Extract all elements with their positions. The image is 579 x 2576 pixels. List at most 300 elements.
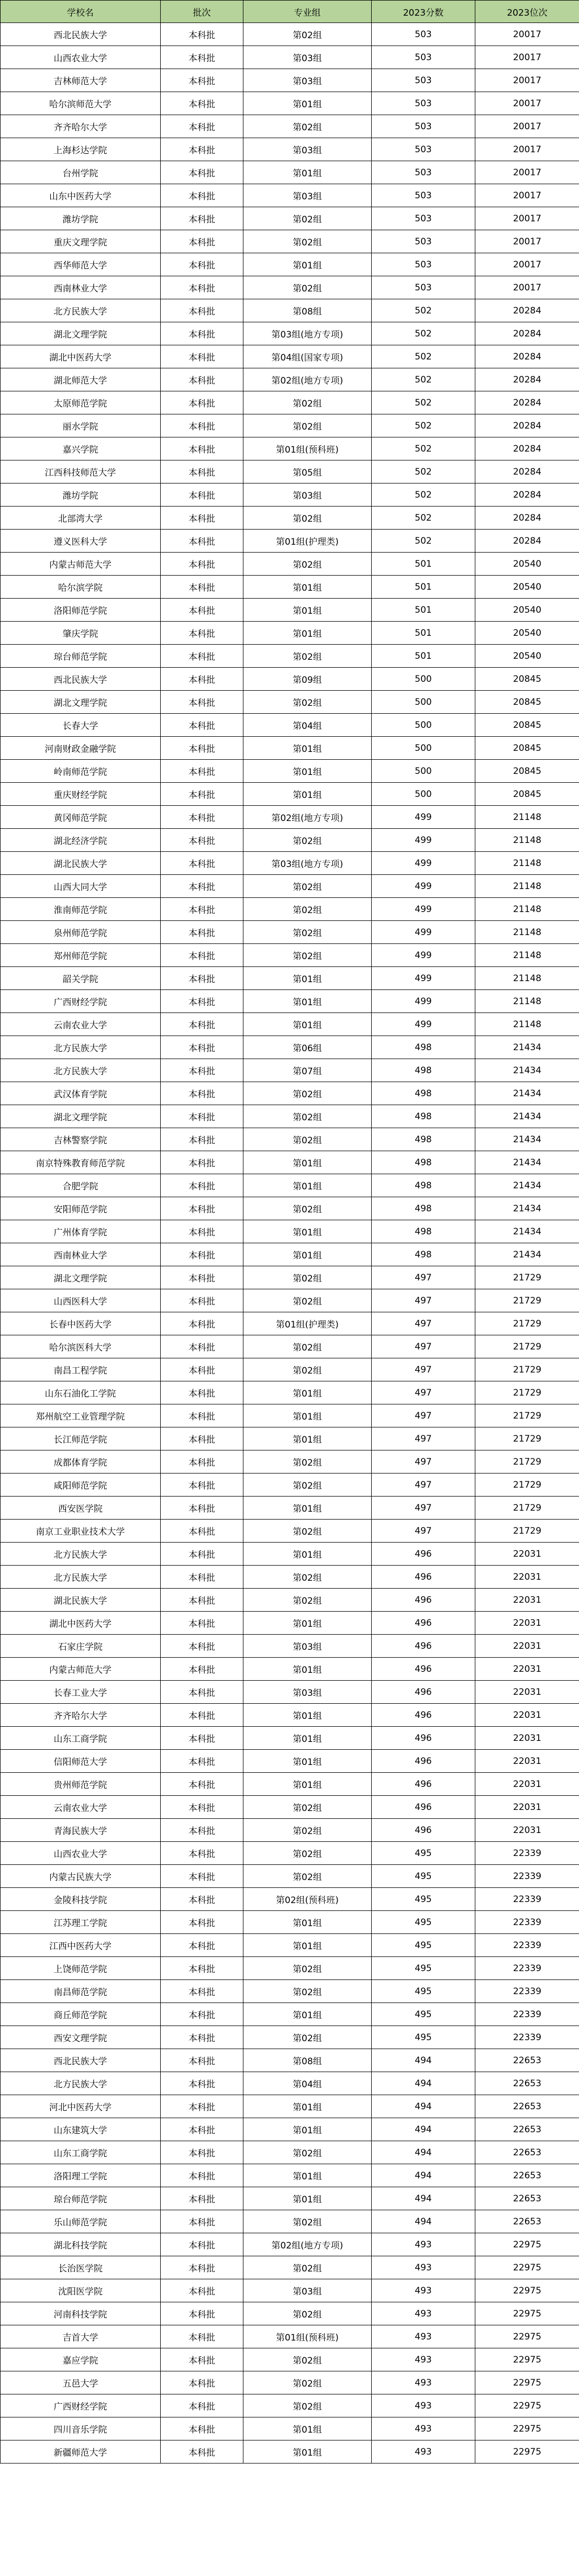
rank-cell: 20845 [475, 783, 579, 806]
school-name-cell: 湖北经济学院 [1, 829, 161, 852]
school-name-cell: 肇庆学院 [1, 622, 161, 645]
batch-cell: 本科批 [161, 2049, 243, 2072]
table-row [1, 2118, 579, 2141]
major-group-cell: 第01组 [243, 1750, 372, 1773]
score-cell: 498 [372, 1105, 475, 1128]
major-group-cell: 第02组 [243, 2026, 372, 2049]
score-cell: 496 [372, 1658, 475, 1681]
rank-cell: 21434 [475, 1105, 579, 1128]
batch-cell: 本科批 [161, 2394, 243, 2417]
table-row [1, 1750, 579, 1773]
major-group-cell: 第01组(护理类) [243, 530, 372, 553]
major-group-cell: 第02组(预科班) [243, 1888, 372, 1911]
score-cell: 496 [372, 1589, 475, 1612]
header-rank-2023: 2023位次 [475, 1, 579, 23]
score-cell: 502 [372, 414, 475, 437]
table-row [1, 2187, 579, 2210]
rank-cell: 22975 [475, 2256, 579, 2279]
score-cell: 495 [372, 1980, 475, 2003]
rank-cell: 20845 [475, 760, 579, 783]
score-cell: 498 [372, 1059, 475, 1082]
table-row [1, 1473, 579, 1497]
school-name-cell: 湖北文理学院 [1, 691, 161, 714]
table-row [1, 1566, 579, 1589]
major-group-cell: 第01组 [243, 2417, 372, 2440]
score-cell: 494 [372, 2141, 475, 2164]
batch-cell: 本科批 [161, 622, 243, 645]
major-group-cell: 第01组 [243, 2095, 372, 2118]
school-name-cell: 湖北中医药大学 [1, 345, 161, 368]
school-name-cell: 西北民族大学 [1, 2049, 161, 2072]
school-name-cell: 南昌师范学院 [1, 1980, 161, 2003]
school-name-cell: 嘉应学院 [1, 2348, 161, 2371]
major-group-cell: 第02组 [243, 2302, 372, 2325]
major-group-cell: 第02组 [243, 691, 372, 714]
rank-cell: 21729 [475, 1381, 579, 1404]
table-row [1, 1358, 579, 1381]
batch-cell: 本科批 [161, 1704, 243, 1727]
batch-cell: 本科批 [161, 783, 243, 806]
table-row [1, 299, 579, 322]
school-name-cell: 北部湾大学 [1, 507, 161, 530]
batch-cell: 本科批 [161, 2003, 243, 2026]
rank-cell: 21729 [475, 1335, 579, 1358]
score-cell: 493 [372, 2302, 475, 2325]
batch-cell: 本科批 [161, 299, 243, 322]
table-row [1, 1105, 579, 1128]
score-cell: 501 [372, 599, 475, 622]
major-group-cell: 第02组 [243, 1980, 372, 2003]
score-cell: 497 [372, 1497, 475, 1520]
table-row [1, 1243, 579, 1266]
table-row [1, 1773, 579, 1796]
batch-cell: 本科批 [161, 1312, 243, 1335]
score-cell: 503 [372, 161, 475, 184]
batch-cell: 本科批 [161, 1612, 243, 1635]
major-group-cell: 第01组 [243, 737, 372, 760]
score-cell: 496 [372, 1727, 475, 1750]
batch-cell: 本科批 [161, 92, 243, 115]
major-group-cell: 第01组 [243, 1381, 372, 1404]
rank-cell: 22339 [475, 1865, 579, 1888]
rank-cell: 22031 [475, 1612, 579, 1635]
major-group-cell: 第01组 [243, 760, 372, 783]
score-cell: 497 [372, 1358, 475, 1381]
batch-cell: 本科批 [161, 668, 243, 691]
school-name-cell: 重庆文理学院 [1, 230, 161, 253]
rank-cell: 20845 [475, 714, 579, 737]
batch-cell: 本科批 [161, 1681, 243, 1704]
score-cell: 494 [372, 2187, 475, 2210]
table-row [1, 1543, 579, 1566]
major-group-cell: 第04组 [243, 2072, 372, 2095]
table-row [1, 944, 579, 967]
table-row [1, 2026, 579, 2049]
rank-cell: 22031 [475, 1727, 579, 1750]
score-cell: 502 [372, 507, 475, 530]
school-name-cell: 吉林警察学院 [1, 1128, 161, 1151]
school-name-cell: 武汉体育学院 [1, 1082, 161, 1105]
school-name-cell: 五邑大学 [1, 2371, 161, 2394]
table-row [1, 1842, 579, 1865]
rank-cell: 22653 [475, 2210, 579, 2233]
major-group-cell: 第02组 [243, 944, 372, 967]
school-name-cell: 吉林师范大学 [1, 69, 161, 92]
rank-cell: 20540 [475, 645, 579, 668]
rank-cell: 22031 [475, 1681, 579, 1704]
major-group-cell: 第02组 [243, 1796, 372, 1819]
major-group-cell: 第03组 [243, 2279, 372, 2302]
rank-cell: 22653 [475, 2072, 579, 2095]
major-group-cell: 第01组 [243, 92, 372, 115]
batch-cell: 本科批 [161, 1358, 243, 1381]
table-row [1, 2279, 579, 2302]
score-cell: 498 [372, 1174, 475, 1197]
school-name-cell: 内蒙古师范大学 [1, 1658, 161, 1681]
batch-cell: 本科批 [161, 2417, 243, 2440]
rank-cell: 22339 [475, 1957, 579, 1980]
score-cell: 502 [372, 437, 475, 460]
major-group-cell: 第02组 [243, 1819, 372, 1842]
school-name-cell: 重庆财经学院 [1, 783, 161, 806]
major-group-cell: 第02组 [243, 23, 372, 46]
rank-cell: 21148 [475, 829, 579, 852]
table-row [1, 990, 579, 1013]
rank-cell: 21729 [475, 1358, 579, 1381]
score-cell: 500 [372, 668, 475, 691]
table-row [1, 2417, 579, 2440]
score-cell: 495 [372, 1911, 475, 1934]
school-name-cell: 齐齐哈尔大学 [1, 115, 161, 138]
batch-cell: 本科批 [161, 2302, 243, 2325]
table-header [1, 1, 579, 23]
table-row [1, 1980, 579, 2003]
batch-cell: 本科批 [161, 115, 243, 138]
score-cell: 502 [372, 299, 475, 322]
rank-cell: 22031 [475, 1796, 579, 1819]
rank-cell: 20284 [475, 299, 579, 322]
batch-cell: 本科批 [161, 2371, 243, 2394]
table-row [1, 276, 579, 299]
rank-cell: 22339 [475, 1934, 579, 1957]
major-group-cell: 第02组 [243, 507, 372, 530]
school-name-cell: 湖北师范大学 [1, 368, 161, 391]
school-name-cell: 南昌工程学院 [1, 1358, 161, 1381]
rank-cell: 22653 [475, 2049, 579, 2072]
score-cell: 493 [372, 2279, 475, 2302]
table-row [1, 783, 579, 806]
major-group-cell: 第02组 [243, 1450, 372, 1473]
major-group-cell: 第01组 [243, 1427, 372, 1450]
school-name-cell: 河南科技学院 [1, 2302, 161, 2325]
batch-cell: 本科批 [161, 1059, 243, 1082]
score-cell: 501 [372, 576, 475, 599]
table-row [1, 161, 579, 184]
major-group-cell: 第02组 [243, 1335, 372, 1358]
table-row [1, 345, 579, 368]
school-name-cell: 北方民族大学 [1, 1036, 161, 1059]
school-name-cell: 山东中医药大学 [1, 184, 161, 207]
major-group-cell: 第02组 [243, 1957, 372, 1980]
rank-cell: 22975 [475, 2371, 579, 2394]
batch-cell: 本科批 [161, 230, 243, 253]
major-group-cell: 第01组 [243, 599, 372, 622]
school-name-cell: 台州学院 [1, 161, 161, 184]
rank-cell: 20540 [475, 553, 579, 576]
school-name-cell: 西南林业大学 [1, 1243, 161, 1266]
school-name-cell: 广西财经学院 [1, 990, 161, 1013]
major-group-cell: 第02组 [243, 2256, 372, 2279]
score-cell: 498 [372, 1197, 475, 1220]
rank-cell: 20284 [475, 437, 579, 460]
major-group-cell: 第01组 [243, 2187, 372, 2210]
batch-cell: 本科批 [161, 806, 243, 829]
rank-cell: 20540 [475, 622, 579, 645]
school-name-cell: 哈尔滨医科大学 [1, 1335, 161, 1358]
batch-cell: 本科批 [161, 1566, 243, 1589]
major-group-cell: 第02组 [243, 898, 372, 921]
table-row [1, 115, 579, 138]
score-cell: 503 [372, 46, 475, 69]
school-name-cell: 河南财政金融学院 [1, 737, 161, 760]
rank-cell: 22975 [475, 2440, 579, 2463]
table-row [1, 645, 579, 668]
batch-cell: 本科批 [161, 2072, 243, 2095]
batch-cell: 本科批 [161, 1105, 243, 1128]
rank-cell: 22031 [475, 1543, 579, 1566]
batch-cell: 本科批 [161, 760, 243, 783]
table-row [1, 875, 579, 898]
score-cell: 499 [372, 944, 475, 967]
school-name-cell: 齐齐哈尔大学 [1, 1704, 161, 1727]
score-cell: 493 [372, 2256, 475, 2279]
major-group-cell: 第04组 [243, 714, 372, 737]
batch-cell: 本科批 [161, 207, 243, 230]
major-group-cell: 第01组 [243, 1658, 372, 1681]
rank-cell: 21729 [475, 1312, 579, 1335]
score-cell: 501 [372, 645, 475, 668]
major-group-cell: 第02组 [243, 829, 372, 852]
score-cell: 503 [372, 230, 475, 253]
rank-cell: 22339 [475, 1980, 579, 2003]
batch-cell: 本科批 [161, 161, 243, 184]
score-cell: 499 [372, 898, 475, 921]
rank-cell: 22031 [475, 1589, 579, 1612]
school-name-cell: 长春大学 [1, 714, 161, 737]
major-group-cell: 第01组 [243, 1704, 372, 1727]
rank-cell: 21434 [475, 1243, 579, 1266]
batch-cell: 本科批 [161, 2325, 243, 2348]
rank-cell: 21148 [475, 875, 579, 898]
major-group-cell: 第01组 [243, 990, 372, 1013]
major-group-cell: 第03组(地方专项) [243, 322, 372, 345]
batch-cell: 本科批 [161, 2210, 243, 2233]
table-row [1, 1635, 579, 1658]
major-group-cell: 第01组 [243, 253, 372, 276]
major-group-cell: 第01组 [243, 1404, 372, 1427]
score-cell: 493 [372, 2394, 475, 2417]
score-cell: 497 [372, 1450, 475, 1473]
score-cell: 495 [372, 1957, 475, 1980]
major-group-cell: 第06组 [243, 1036, 372, 1059]
table-row [1, 92, 579, 115]
batch-cell: 本科批 [161, 1197, 243, 1220]
batch-cell: 本科批 [161, 1497, 243, 1520]
table-row [1, 852, 579, 875]
major-group-cell: 第08组 [243, 299, 372, 322]
major-group-cell: 第08组 [243, 2049, 372, 2072]
school-name-cell: 西北民族大学 [1, 23, 161, 46]
table-row [1, 1335, 579, 1358]
score-cell: 499 [372, 990, 475, 1013]
rank-cell: 21148 [475, 967, 579, 990]
batch-cell: 本科批 [161, 990, 243, 1013]
major-group-cell: 第01组 [243, 2003, 372, 2026]
score-cell: 503 [372, 92, 475, 115]
score-cell: 497 [372, 1381, 475, 1404]
batch-cell: 本科批 [161, 2095, 243, 2118]
score-cell: 493 [372, 2348, 475, 2371]
score-cell: 500 [372, 760, 475, 783]
score-cell: 498 [372, 1036, 475, 1059]
school-name-cell: 吉首大学 [1, 2325, 161, 2348]
batch-cell: 本科批 [161, 483, 243, 507]
school-name-cell: 金陵科技学院 [1, 1888, 161, 1911]
table-row [1, 2003, 579, 2026]
rank-cell: 22653 [475, 2187, 579, 2210]
batch-cell: 本科批 [161, 2440, 243, 2463]
rank-cell: 22975 [475, 2279, 579, 2302]
score-cell: 503 [372, 138, 475, 161]
school-name-cell: 西南林业大学 [1, 276, 161, 299]
major-group-cell: 第02组 [243, 1865, 372, 1888]
score-cell: 497 [372, 1289, 475, 1312]
rank-cell: 21148 [475, 806, 579, 829]
school-name-cell: 南京工业职业技术大学 [1, 1520, 161, 1543]
school-name-cell: 北方民族大学 [1, 299, 161, 322]
rank-cell: 21729 [475, 1427, 579, 1450]
batch-cell: 本科批 [161, 1151, 243, 1174]
score-cell: 494 [372, 2072, 475, 2095]
score-cell: 502 [372, 460, 475, 483]
major-group-cell: 第03组(地方专项) [243, 852, 372, 875]
batch-cell: 本科批 [161, 437, 243, 460]
table-row [1, 507, 579, 530]
school-name-cell: 沈阳医学院 [1, 2279, 161, 2302]
batch-cell: 本科批 [161, 1589, 243, 1612]
rank-cell: 22975 [475, 2325, 579, 2348]
table-row [1, 1174, 579, 1197]
school-name-cell: 山西农业大学 [1, 46, 161, 69]
batch-cell: 本科批 [161, 1773, 243, 1796]
rank-cell: 22975 [475, 2348, 579, 2371]
table-row [1, 1934, 579, 1957]
score-cell: 499 [372, 967, 475, 990]
batch-cell: 本科批 [161, 1842, 243, 1865]
rank-cell: 20017 [475, 230, 579, 253]
major-group-cell: 第01组 [243, 161, 372, 184]
batch-cell: 本科批 [161, 1911, 243, 1934]
score-cell: 498 [372, 1128, 475, 1151]
batch-cell: 本科批 [161, 2118, 243, 2141]
batch-cell: 本科批 [161, 2164, 243, 2187]
rank-cell: 21434 [475, 1082, 579, 1105]
major-group-cell: 第01组 [243, 1773, 372, 1796]
table-row [1, 1312, 579, 1335]
school-name-cell: 郑州师范学院 [1, 944, 161, 967]
major-group-cell: 第02组 [243, 553, 372, 576]
score-cell: 502 [372, 530, 475, 553]
rank-cell: 21434 [475, 1036, 579, 1059]
major-group-cell: 第02组(地方专项) [243, 368, 372, 391]
table-row [1, 1957, 579, 1980]
score-cell: 501 [372, 553, 475, 576]
batch-cell: 本科批 [161, 138, 243, 161]
batch-cell: 本科批 [161, 1128, 243, 1151]
major-group-cell: 第02组 [243, 1197, 372, 1220]
school-name-cell: 山西大同大学 [1, 875, 161, 898]
major-group-cell: 第02组 [243, 2141, 372, 2164]
score-cell: 493 [372, 2371, 475, 2394]
batch-cell: 本科批 [161, 714, 243, 737]
header-score-2023: 2023分数 [372, 1, 475, 23]
table-row [1, 737, 579, 760]
batch-cell: 本科批 [161, 69, 243, 92]
table-row [1, 576, 579, 599]
table-row [1, 230, 579, 253]
score-cell: 496 [372, 1635, 475, 1658]
table-row [1, 1289, 579, 1312]
major-group-cell: 第02组 [243, 414, 372, 437]
major-group-cell: 第02组 [243, 207, 372, 230]
school-name-cell: 商丘师范学院 [1, 2003, 161, 2026]
rank-cell: 22975 [475, 2394, 579, 2417]
score-cell: 493 [372, 2325, 475, 2348]
school-name-cell: 哈尔滨师范大学 [1, 92, 161, 115]
score-cell: 494 [372, 2049, 475, 2072]
batch-cell: 本科批 [161, 1266, 243, 1289]
major-group-cell: 第01组 [243, 1543, 372, 1566]
table-row [1, 1197, 579, 1220]
school-name-cell: 青海民族大学 [1, 1819, 161, 1842]
major-group-cell: 第01组 [243, 967, 372, 990]
school-name-cell: 江西科技师范大学 [1, 460, 161, 483]
score-cell: 493 [372, 2233, 475, 2256]
batch-cell: 本科批 [161, 1473, 243, 1497]
table-row [1, 1888, 579, 1911]
score-cell: 498 [372, 1220, 475, 1243]
table-row [1, 1704, 579, 1727]
major-group-cell: 第01组 [243, 2440, 372, 2463]
school-name-cell: 山东建筑大学 [1, 2118, 161, 2141]
rank-cell: 20845 [475, 668, 579, 691]
school-name-cell: 淮南师范学院 [1, 898, 161, 921]
rank-cell: 22339 [475, 2003, 579, 2026]
table-row [1, 1128, 579, 1151]
batch-cell: 本科批 [161, 1888, 243, 1911]
batch-cell: 本科批 [161, 1819, 243, 1842]
rank-cell: 20284 [475, 483, 579, 507]
school-name-cell: 西华师范大学 [1, 253, 161, 276]
batch-cell: 本科批 [161, 1404, 243, 1427]
major-group-cell: 第01组 [243, 1174, 372, 1197]
major-group-cell: 第02组 [243, 2348, 372, 2371]
batch-cell: 本科批 [161, 2279, 243, 2302]
header-row [1, 1, 579, 23]
school-name-cell: 潍坊学院 [1, 207, 161, 230]
rank-cell: 22031 [475, 1819, 579, 1842]
table-row [1, 1427, 579, 1450]
